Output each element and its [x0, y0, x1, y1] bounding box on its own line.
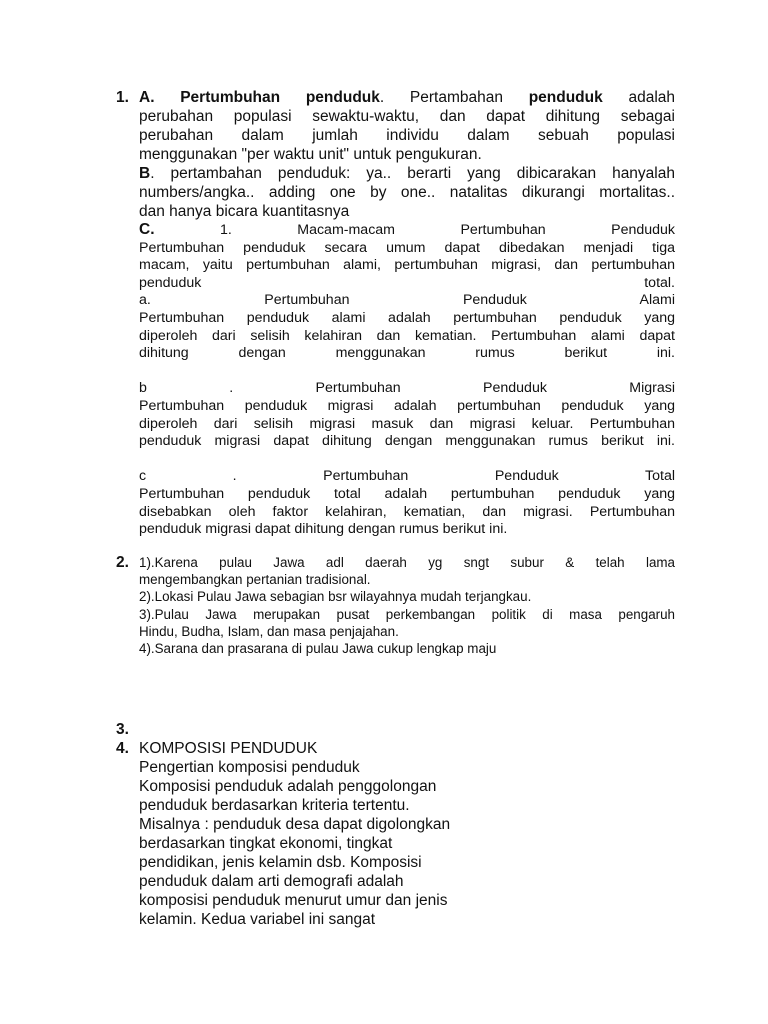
text-line: . pertambahan penduduk: ya.. berarti yang dibicarakan hanyalah: [150, 165, 675, 182]
text-line: menggunakan "per waktu unit" untuk pengukuran.: [139, 146, 482, 163]
list-number-1: 1.: [116, 89, 129, 106]
list-item-continued: mengembangkan pertanian tradisional.: [139, 572, 371, 588]
text-line: 1. Macam-macam Pertumbuhan Penduduk: [219, 222, 675, 238]
subheading-migrasi: b . Pertumbuhan Penduduk Migrasi: [139, 380, 675, 397]
text-line: berdasarkan tingkat ekonomi, tingkat: [139, 835, 393, 852]
text-line: Pertumbuhan penduduk secara umum dapat dibedakan menjadi tiga: [139, 239, 675, 256]
list-item: 3).Pulau Jawa merupakan pusat perkembangan politik di masa pengaruh: [139, 606, 675, 622]
text-line: pendidikan, jenis kelamin dsb. Komposisi: [139, 854, 422, 871]
text-line: dihitung dengan menggunakan rumus berikut ini.: [139, 345, 675, 362]
text-pertambahan: Pertambahan: [409, 89, 503, 106]
text-line: dan hanya bicara kuantitasnya: [139, 203, 350, 220]
text-line: penduduk dalam arti demografi adalah: [139, 873, 404, 890]
text-line: disebabkan oleh faktor kelahiran, kematian, dan migrasi. Pertumbuhan: [139, 503, 675, 520]
text-line: Pengertian komposisi penduduk: [139, 759, 360, 776]
section-4-body: [139, 739, 519, 929]
list-number-4: 4.: [116, 740, 129, 757]
text-adalah: adalah: [628, 89, 676, 106]
text-line: Komposisi penduduk adalah penggolongan: [139, 778, 437, 795]
section-4-title: KOMPOSISI PENDUDUK: [139, 740, 318, 757]
subheading-total: c . Pertumbuhan Penduduk Total: [139, 468, 675, 485]
label-c: C.: [139, 221, 155, 238]
label-b: B: [139, 165, 151, 182]
blank-line: [139, 363, 675, 381]
term-pertumbuhan-penduduk: Pertumbuhan penduduk: [180, 89, 380, 106]
text-line: diperoleh dari selisih kelahiran dan kematian. Pertumbuhan alami dapat: [139, 327, 675, 344]
label-a: A.: [139, 89, 155, 106]
text-line: perubahan populasi sewaktu-waktu, dan dapat dihitung sebagai: [139, 108, 675, 125]
list-item-continued: Hindu, Budha, Islam, dan masa penjajahan.: [139, 623, 399, 639]
section-1-c-first-line: [139, 221, 675, 240]
text-line: penduduk migrasi dapat dihitung dengan menggunakan rumus berikut ini.: [139, 433, 675, 450]
text-line: macam, yaitu pertumbuhan alami, pertumbuhan migrasi, dan pertumbuhan: [139, 257, 675, 274]
text-line: Misalnya : penduduk desa dapat digolongkan: [139, 816, 451, 833]
section-1-b-first-line: [139, 164, 675, 183]
text-line: penduduk migrasi dapat dihitung dengan rumus berikut ini.: [139, 521, 508, 538]
list-item: 2).Lokasi Pulau Jawa sebagian bsr wilayahnya mudah terjangkau.: [139, 589, 532, 605]
list-item: 1).Karena pulau Jawa adl daerah yg sngt subur & telah lama: [139, 555, 675, 570]
section-1-part-a: [139, 88, 675, 221]
text-line: penduduk berdasarkan kriteria tertentu.: [139, 797, 410, 814]
text-line: perubahan dalam jumlah individu dalam sebuah populasi: [139, 127, 675, 144]
text-line: kelamin. Kedua variabel ini sangat: [139, 911, 376, 928]
text-line: komposisi penduduk menurut umur dan jenis: [139, 892, 448, 909]
text-line: diperoleh dari selisih migrasi masuk dan migrasi keluar. Pertumbuhan: [139, 415, 675, 432]
list-number-2: 2.: [116, 554, 129, 571]
subheading-alami: a. Pertumbuhan Penduduk Alami: [139, 292, 675, 309]
list-item: 4).Sarana dan prasarana di pulau Jawa cukup lengkap maju: [139, 641, 497, 657]
text-line: Pertumbuhan penduduk alami adalah pertumbuhan penduduk yang: [139, 309, 675, 326]
section-1-part-c: [139, 221, 675, 539]
blank-line: [139, 451, 675, 469]
text-line: penduduk total.: [139, 274, 675, 291]
text-line: numbers/angka.. adding one by one.. natalitas dikurangi mortalitas..: [139, 184, 675, 201]
separator: .: [379, 89, 385, 106]
section-1-a-first-line: [139, 88, 675, 107]
text-line: Pertumbuhan penduduk total adalah pertumbuhan penduduk yang: [139, 485, 675, 502]
list-number-3: 3.: [116, 721, 129, 738]
term-penduduk: penduduk: [528, 89, 603, 106]
text-line: Pertumbuhan penduduk migrasi adalah pertumbuhan penduduk yang: [139, 397, 675, 414]
section-2-list: [139, 554, 675, 657]
